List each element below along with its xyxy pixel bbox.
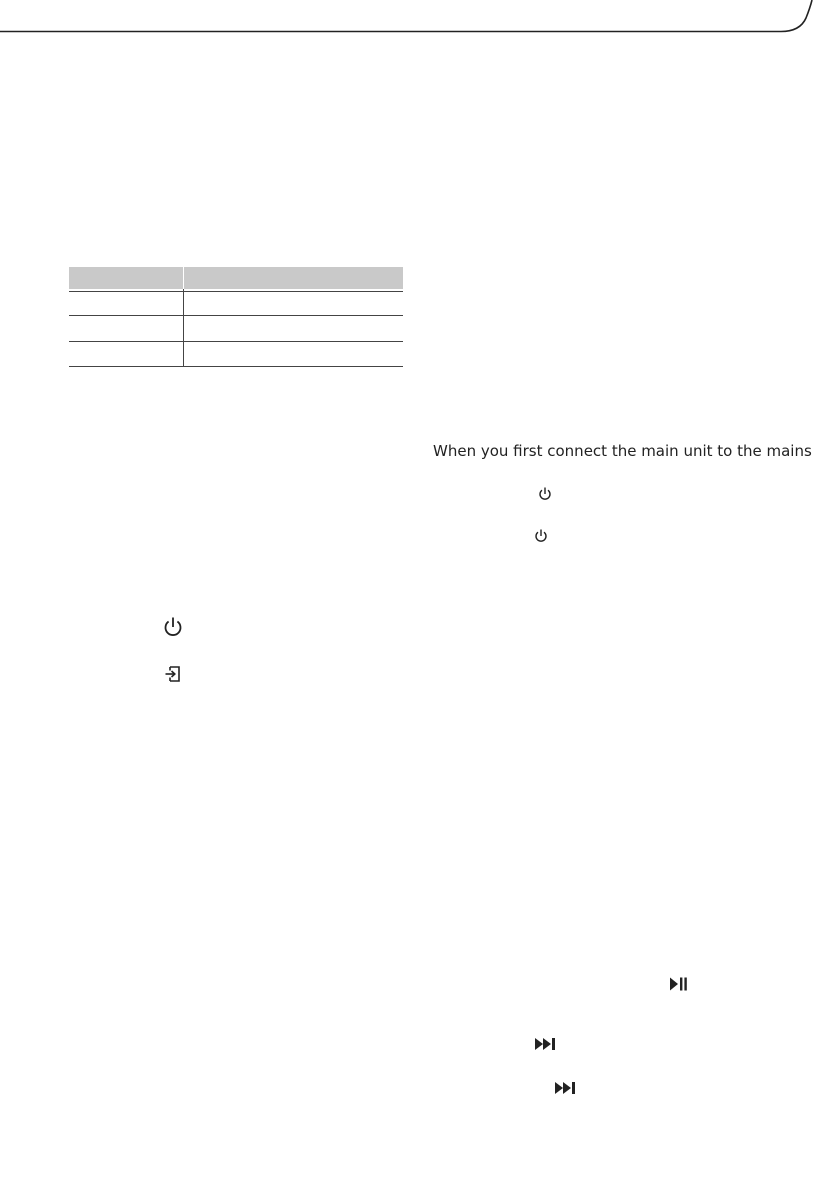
spec-table <box>69 267 403 367</box>
play-pause-icon <box>669 976 689 992</box>
input-source-icon <box>164 665 182 683</box>
table-row <box>69 341 403 342</box>
page-edge-rule <box>0 0 822 40</box>
power-icon <box>163 616 183 638</box>
table-row <box>69 315 403 316</box>
power-icon <box>534 528 548 544</box>
table-header-row <box>69 267 403 289</box>
skip-next-icon <box>535 1037 559 1051</box>
table-column-divider <box>183 289 184 367</box>
first-connect-instruction: When you first connect the main unit to the mains <box>433 442 812 460</box>
table-row <box>69 291 403 292</box>
skip-next-icon <box>555 1081 579 1095</box>
power-icon <box>538 486 552 502</box>
table-row <box>69 366 403 367</box>
